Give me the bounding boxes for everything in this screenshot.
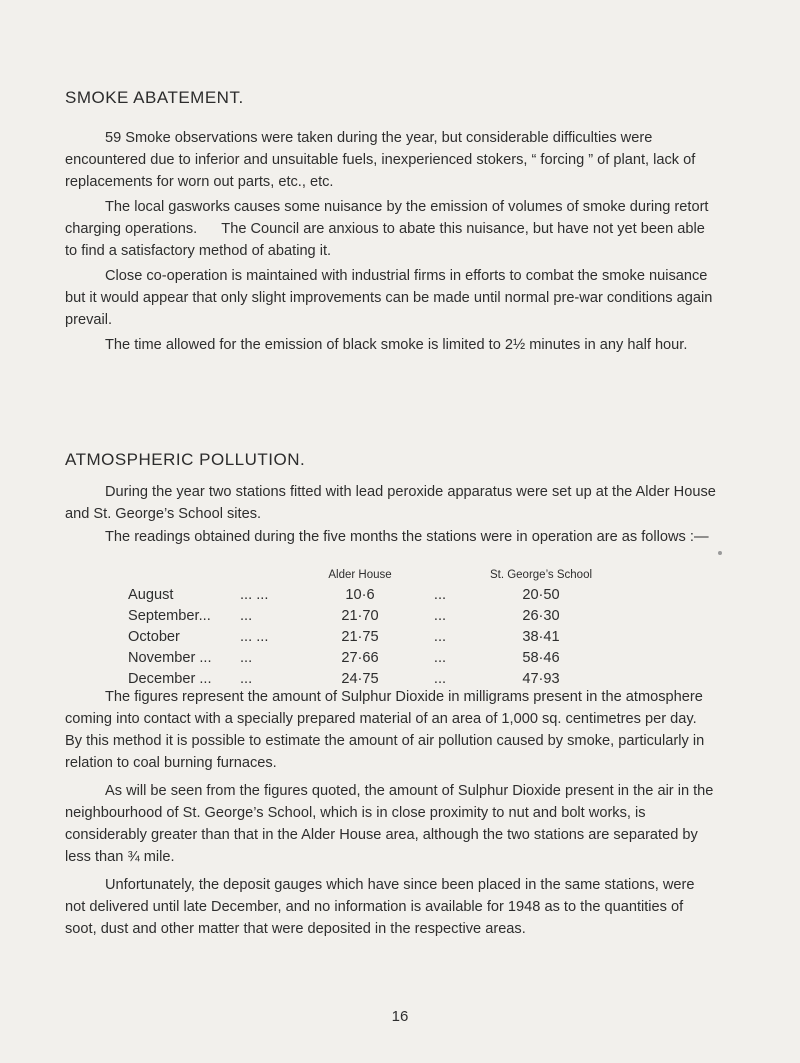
pollution-paragraph-2: The readings obtained during the five months the stations were in operation are as follows :— [105,529,709,545]
smoke-paragraph-2: The local gasworks causes some nuisance by the emission of volumes of smoke during retort charging operations. The Council are anxious to abate this nuisance, but have not yet been able to find a satisfactory method of abating it. [65,199,713,259]
pollution-paragraph-1: During the year two stations fitted with lead peroxide apparatus were set up at the Alder House and St. George’s School sites. [65,484,716,522]
st-georges-value: 58·46 [522,649,560,666]
leader-dots: ... [240,670,253,687]
pollution-paragraph-4: As will be seen from the figures quoted, the amount of Sulphur Dioxide present in the air in the neighbourhood of St. George’s School, which is in close proximity to nut and bolt works, is considerably greater than that in the Alder House area, although the two stations are separated by less than ¾ mile. [65,783,714,865]
table-row [128,584,606,605]
leader-dots: ... ... [240,628,269,645]
st-georges-value: 26·30 [522,607,560,624]
month-cell: September... [128,607,211,624]
leader-dots: ... ... [240,586,269,603]
st-georges-school-column-header: St. George’s School [489,569,593,581]
leader-dots: ... [433,670,447,687]
smoke-paragraph-1: 59 Smoke observations were taken during the year, but considerable difficulties were encountered due to inferior and unsuitable fuels, inexperienced stokers, “ forcing ” of plant, lack of replacements for worn out parts, etc., etc. [65,130,696,190]
month-cell: November ... [128,649,212,666]
alder-house-value: 21·70 [341,607,379,624]
month-cell: December ... [128,670,212,687]
alder-house-value: 10·6 [345,586,375,603]
st-georges-value: 47·93 [522,670,560,687]
table-row [128,647,606,668]
smoke-abatement-heading: SMOKE ABATEMENT. [65,88,244,107]
alder-house-value: 24·75 [341,670,379,687]
table-row [128,626,606,647]
month-cell: August [128,586,174,603]
leader-dots: ... [240,607,253,624]
st-georges-value: 38·41 [522,628,560,645]
alder-house-column-header: Alder House [328,569,392,581]
table-row [128,605,606,626]
alder-house-value: 21·75 [341,628,379,645]
leader-dots: ... [433,649,447,666]
sulphur-dioxide-readings-table [128,566,606,689]
leader-dots: ... [433,586,447,603]
pollution-paragraph-5: Unfortunately, the deposit gauges which have since been placed in the same stations, were not delivered until late December, and no information is available for 1948 as to the quantities of soot, dust and other matter that were deposited in the respective areas. [65,877,695,937]
alder-house-value: 27·66 [341,649,379,666]
atmospheric-pollution-heading: ATMOSPHERIC POLLUTION. [65,450,306,469]
month-cell: October [128,628,180,645]
smoke-paragraph-4: The time allowed for the emission of black smoke is limited to 2½ minutes in any half hour. [105,337,688,353]
leader-dots: ... [433,607,447,624]
page-number: 16 [391,1008,409,1025]
leader-dots: ... [433,628,447,645]
st-georges-value: 20·50 [522,586,560,603]
page-speck [718,551,722,555]
month-column-header [128,566,240,584]
table-header-row [128,566,606,584]
leader-dots: ... [240,649,253,666]
smoke-paragraph-3: Close co-operation is maintained with industrial firms in efforts to combat the smoke nuisance but it would appear that only slight improvements can be made until normal pre-war conditions again prevail. [65,268,713,328]
pollution-paragraph-3: The figures represent the amount of Sulphur Dioxide in milligrams present in the atmosphere coming into contact with a specially prepared material of an area of 1,000 sq. centimetres per day. By this method it is possible to estimate the amount of air pollution caused by smoke, particularly in relation to coal burning furnaces. [65,689,721,771]
